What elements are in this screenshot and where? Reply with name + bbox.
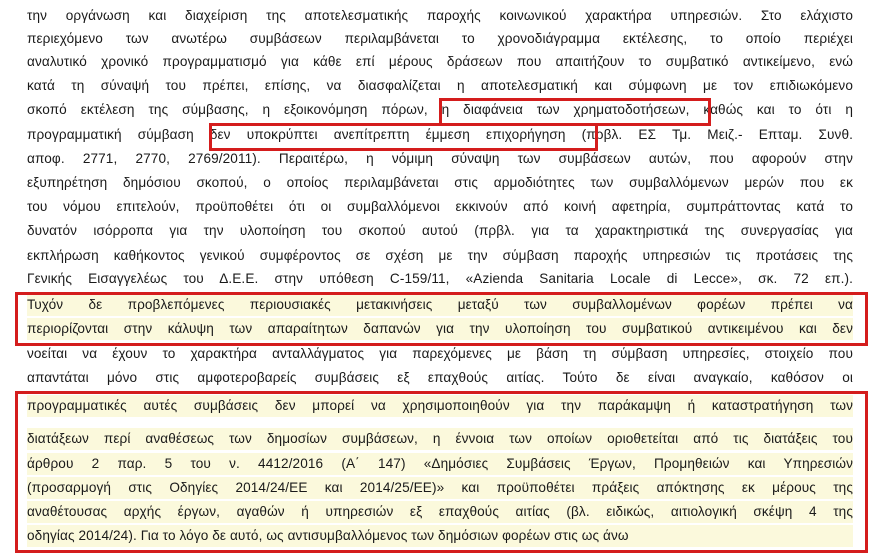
text-line-highlighted: άρθρου 2 παρ. 5 του ν. 4412/2016 (Α΄ 147) «Δημόσιες Συμβάσεις Έργων, Προμηθειών και Υπηρεσιών bbox=[27, 453, 853, 475]
text-line-highlighted: διατάξεων περί αναθέσεως των δημοσίων συμβάσεων, η έννοια των οποίων οριοθετείται από τις διατάξεις του bbox=[27, 428, 853, 450]
text-line: προγραμματική σύμβαση δεν υποκρύπτει ανεπίτρεπτη έμμεση επιχορήγηση (πρβλ. ΕΣ Τμ. Μειζ.- Επταμ. Συνθ. bbox=[27, 127, 853, 142]
text-line-highlighted: Τυχόν δε προβλεπόμενες περιουσιακές μετακινήσεις μεταξύ των συμβαλλομένων φορέων πρέπει να bbox=[27, 294, 853, 316]
text-line-highlighted: προγραμματικές αυτές συμβάσεις δεν μπορεί να χρησιμοποιηθούν για την παράκαμψη ή καταστρατήγηση των bbox=[27, 395, 853, 417]
text-line: απαντάται μόνο στις αμφοτεροβαρείς συμβάσεις εξ επαχθούς αιτίας. Τούτο δε είναι αναγκαίο, καθόσον οι bbox=[27, 370, 853, 385]
text-line: σκοπό εκτέλεση της σύμβασης, η εξοικονόμηση πόρων, η διαφάνεια των χρηματοδοτήσεων, καθώς και το ότι η bbox=[27, 102, 853, 117]
text-line: την οργάνωση και διαχείριση της αποτελεσματικής παροχής κοινωνικού χαρακτήρα υπηρεσιών. Στο ελάχιστο bbox=[27, 8, 853, 23]
text-line-highlighted: αναθέτουσας αρχής έργων, αγαθών ή υπηρεσιών εξ επαχθούς αιτίας (βλ. ειδικώς, αιτιολογική σκέψη 4 της bbox=[27, 501, 853, 523]
text-line: εκπλήρωση καθήκοντος γενικού συμφέροντος σε σχέση με την σύμβαση παροχής υπηρεσιών τις προτάσεις της bbox=[27, 248, 853, 263]
text-line-highlighted: οδηγίας 2014/24). Για το λόγο δε αυτό, ως αντισυμβαλλόμενος των δημόσιων φορέων στις ως άνω bbox=[27, 525, 853, 547]
text-line: αποφ. 2771, 2770, 2769/2011). Περαιτέρω, η νόμιμη σύναψη των συμβάσεων αυτών, που αφορούν στην bbox=[27, 151, 853, 166]
text-line-highlighted: (προσαρμογή στις Οδηγίες 2014/24/ΕΕ και 2014/25/ΕΕ)» και προϋποθέτει πράξεις απόκτησης εκ μέρους της bbox=[27, 477, 853, 499]
text-line: εξυπηρέτηση δημόσιου σκοπού, ο οποίος περιλαμβάνεται στις αρμοδιότητες των συμβαλλόμενων μερών που εκ bbox=[27, 175, 853, 190]
text-line-highlighted: περιορίζονται στην κάλυψη των απαραίτητων δαπανών για την υλοποίηση του συμβατικού αντικειμένου και δεν bbox=[27, 318, 853, 340]
text-line: δυνατόν ισόρροπα για την υλοποίηση του σκοπού αυτού (πρβλ. για τα χαρακτηριστικά της συνεργασίας για bbox=[27, 223, 853, 238]
text-line: αναλυτικό χρονικό προγραμματισμό για κάθε επί μέρους δράσεων που απαιτήζουν το συμβατικό αντικείμενο, ενώ bbox=[27, 54, 853, 69]
text-line: νοείται να έχουν το χαρακτήρα ανταλλάγματος για παρεχόμενες με βάση τη σύμβαση υπηρεσίες, στοιχείο που bbox=[27, 346, 853, 361]
text-line: του νόμου επιτελούν, προϋποθέτει ότι οι συμβαλλόμενοι εκκινούν από κοινή αφετηρία, συμπράττοντας κατά το bbox=[27, 199, 853, 214]
text-line: κατά τη σύναψή του πρέπει, επίσης, να διασφαλίζεται η αποτελεσματική και σύμφωνη με τον επιδιωκόμενο bbox=[27, 78, 853, 93]
text-line: Γενικής Εισαγγελέως του Δ.Ε.Ε. στην υπόθεση C-159/11, «Azienda Sanitaria Locale di Lecce», σκ. 72 επ.). bbox=[27, 271, 853, 286]
text-line: περιεχόμενο των ανωτέρω συμβάσεων περιλαμβάνεται το χρονοδιάγραμμα εκτέλεσης, το οποίο περιέχει bbox=[27, 31, 853, 46]
